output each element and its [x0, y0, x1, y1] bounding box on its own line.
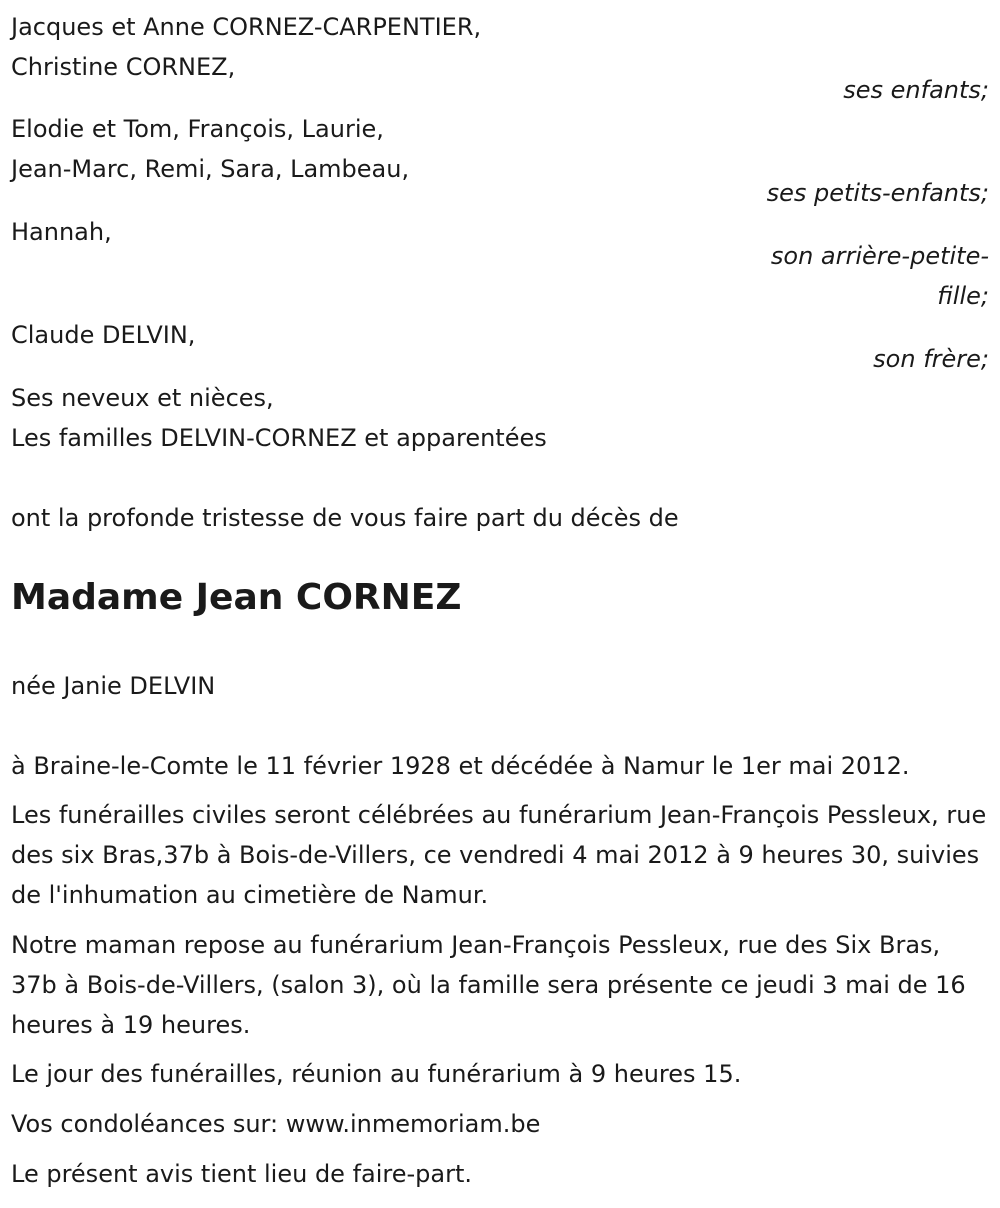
children-name-2: Christine CORNEZ, [11, 53, 236, 81]
others-line-2: Les familles DELVIN-CORNEZ et apparentées [11, 424, 547, 452]
funeral-paragraph: Les funérailles civiles seront célébrées au funérarium Jean-François Pessleux, rue des six Bras,37b à Bois-de-Villers, ce vendredi 4 mai 2012 à 9 heures 30, suivies de l'inhumation au cimetière de Namur. [11, 801, 987, 909]
great-grandchild-relation-line-2: fille; [937, 282, 989, 310]
grandchildren-name-1: Elodie et Tom, François, Laurie, [11, 115, 384, 143]
children-relation: ses enfants; [843, 76, 989, 104]
deceased-name: Madame Jean CORNEZ [11, 577, 462, 618]
born-died-text: à Braine-le-Comte le 11 février 1928 et décédée à Namur le 1er mai 2012. [11, 752, 910, 780]
brother-relation: son frère; [873, 345, 989, 373]
children-name-1: Jacques et Anne CORNEZ-CARPENTIER, [11, 13, 482, 41]
condolences-text: Vos condoléances sur: www.inmemoriam.be [11, 1110, 541, 1138]
notice-text: Le présent avis tient lieu de faire-part. [11, 1160, 473, 1188]
others-line-1: Ses neveux et nièces, [11, 384, 274, 412]
announcement-text: ont la profonde tristesse de vous faire part du décès de [11, 504, 679, 532]
grandchildren-relation: ses petits-enfants; [766, 179, 989, 207]
great-grandchild-name: Hannah, [11, 218, 112, 246]
birth-name: née Janie DELVIN [11, 672, 216, 700]
meeting-text: Le jour des funérailles, réunion au funérarium à 9 heures 15. [11, 1060, 742, 1088]
grandchildren-name-2: Jean-Marc, Remi, Sara, Lambeau, [11, 155, 410, 183]
brother-name: Claude DELVIN, [11, 321, 196, 349]
great-grandchild-relation-line-1: son arrière-petite- [770, 242, 989, 270]
resting-paragraph: Notre maman repose au funérarium Jean-François Pessleux, rue des Six Bras, 37b à Bois-de-Villers, (salon 3), où la famille sera présente ce jeudi 3 mai de 16 heures à 19 heures. [11, 931, 966, 1039]
